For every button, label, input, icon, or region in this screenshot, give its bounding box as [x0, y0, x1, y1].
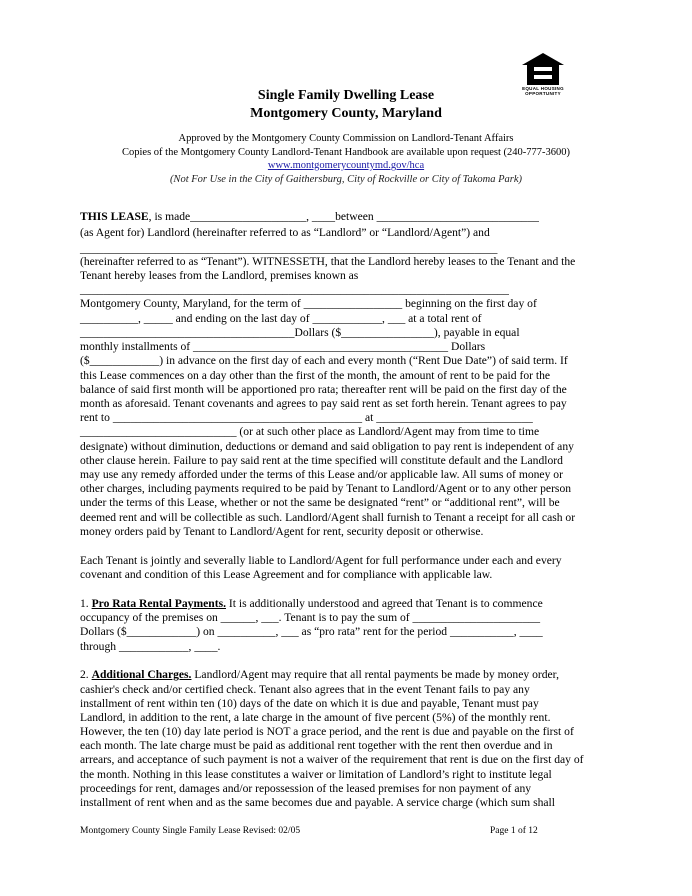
line-text: covenant and condition of this Lease Agreement and for compliance with applicable law. [80, 568, 493, 581]
line-text: Tenant hereby leases from the Landlord, premises known as [80, 269, 359, 282]
lease-opening: THIS LEASE [80, 210, 149, 223]
lease-line [80, 683, 530, 697]
lease-line [80, 554, 562, 568]
lease-line [80, 312, 482, 326]
line-text: cashier's check and/or certified check. Tenant also agrees that in the event Tenant fails to pay any [80, 683, 530, 696]
line-text: monthly installments of ____________________________________________ Dollars [80, 340, 486, 353]
line-text: balance of said first month will be apportioned pro rata; thereafter rent will be paid on the first day of the [80, 383, 567, 396]
hca-link[interactable]: www.montgomerycountymd.gov/hca [267, 160, 425, 171]
footer-revision: Montgomery County Single Family Lease Revised: 02/05 [80, 826, 301, 836]
line-text: ___________________________ (or at such other place as Landlord/Agent may from time to time [80, 425, 540, 438]
line-text: It is additionally understood and agreed that Tenant is to commence [225, 597, 543, 610]
lease-line [80, 525, 483, 539]
lease-line [80, 326, 520, 340]
lease-line [80, 255, 575, 269]
lease-line [80, 440, 574, 454]
line-text: installment of rent when and as the same becomes due and payable. A service charge (which sum shall [80, 796, 555, 809]
logo-text-1: EQUAL HOUSING [522, 86, 564, 91]
section-number: 2. [80, 668, 92, 681]
line-text: Dollars ($____________) on __________, ___ as “pro rata” rent for the period ___________, ____ [80, 625, 543, 638]
line-text: installment of rent within ten (10) days of the date on which it is due and payable, Tenant must pay [80, 697, 539, 710]
line-text: other clause herein. Failure to pay said rent at the time specified will constitute default and the Landlord [80, 454, 563, 467]
lease-line [80, 226, 490, 240]
lease-line [80, 340, 485, 354]
lease-line [80, 210, 539, 224]
line-text: ($____________) in advance on the first day of each and every month (“Rent Due Date”) of said term. If [80, 354, 568, 367]
lease-line [80, 768, 552, 782]
line-text: __________, _____ and ending on the last day of ____________, ___ at a total rent of [80, 312, 482, 325]
lease-line [80, 297, 537, 311]
line-text: Landlord/Agent may require that all rental payments be made by money order, [191, 668, 559, 681]
lease-line [80, 597, 543, 611]
line-text: ________________________________________________________________________ [80, 242, 498, 255]
line-text: Landlord, in addition to the rent, a late charge in the amount of five percent (5%) of the monthly rent. [80, 711, 551, 724]
lease-line [80, 354, 568, 368]
lease-line [80, 568, 492, 582]
line-text: this Lease commences on a day other than the first of the month, the amount of rent to be paid for the [80, 369, 551, 382]
line-text: money orders paid by Tenant to Landlord/Agent for rent, security deposit or otherwise. [80, 525, 484, 538]
lease-line [80, 468, 563, 482]
line-text: (hereinafter referred to as “Tenant”). WITNESSETH, that the Landlord hereby leases to the Tenant and the [80, 255, 576, 268]
line-text: other charges, including payments required to be paid by Tenant to Landlord/Agent or to any other person [80, 482, 572, 495]
lease-line [80, 611, 540, 625]
lease-line [80, 269, 358, 283]
lease-line [80, 782, 531, 796]
lease-line [80, 397, 567, 411]
line-text: _____________________________________Dollars ($________________), payable in equal [80, 326, 520, 339]
footer-page-number: Page 1 of 12 [490, 826, 538, 836]
lease-line [80, 283, 509, 297]
lease-line [80, 425, 539, 439]
equal-housing-icon [521, 52, 565, 86]
logo-text-2: OPPORTUNITY [525, 91, 561, 96]
line-text: However, the ten (10) day late period is NOT a grace period, and the rent is due and payable on the first of [80, 725, 574, 738]
line-text: each month. The late charge must be paid as additional rent together with the rent then overdue and in [80, 739, 553, 752]
section-heading: Pro Rata Rental Payments. [91, 597, 226, 610]
lease-line [80, 711, 550, 725]
lease-line [80, 383, 567, 397]
line-text: under the terms of this Lease, whether or not the same be designated “rent” or “additional rent”, will be [80, 496, 560, 509]
document-subtitle: Montgomery County, Maryland [250, 106, 442, 121]
lease-line [80, 668, 559, 682]
document-title: Single Family Dwelling Lease [257, 88, 435, 103]
line-text: may use any remedy afforded under the terms of this Lease and/or applicable law. All sums of money or [80, 468, 563, 481]
line-text: __________________________________________________________________________ [80, 283, 509, 296]
lease-line [80, 796, 555, 810]
lease-line [80, 625, 543, 639]
lease-line [80, 369, 550, 383]
lease-line [80, 454, 563, 468]
line-text: arrears, and acceptance of such payment is not a waiver of the requirement that rent is due on the first day of [80, 753, 584, 766]
section-heading: Additional Charges. [91, 668, 192, 681]
lease-line [80, 496, 560, 510]
copies-notice: Copies of the Montgomery County Landlord-Tenant Handbook are available upon request (240-777-3600) [121, 147, 571, 158]
lease-line [80, 482, 571, 496]
lease-line [80, 753, 584, 767]
line-text: Montgomery County, Maryland, for the term of _________________ beginning on the first day of [80, 297, 537, 310]
line-text: month as aforesaid. Tenant covenants and agrees to pay said rent as set forth herein. Tenant agrees to pay [80, 397, 567, 410]
line-text: (as Agent for) Landlord (hereinafter referred to as “Landlord” or “Landlord/Agent”) and [80, 226, 490, 239]
approved-notice: Approved by the Montgomery County Commission on Landlord-Tenant Affairs [178, 133, 514, 144]
lease-line [80, 697, 539, 711]
lease-line [80, 739, 553, 753]
line-text: Each Tenant is jointly and severally liable to Landlord/Agent for full performance under each and every [80, 554, 562, 567]
line-text: the month. Nothing in this lease constitutes a waiver or limitation of Landlord’s right to institute legal [80, 768, 552, 781]
line-text: occupancy of the premises on ______, ___. Tenant is to pay the sum of ______________________ [80, 611, 541, 624]
lease-line [80, 725, 574, 739]
usage-note: (Not For Use in the City of Gaithersburg, City of Rockville or City of Takoma Park) [169, 174, 523, 185]
lease-line [80, 242, 497, 256]
line-text: rent to ___________________________________________ at ___________________________ [80, 411, 533, 424]
lease-line [80, 640, 220, 654]
line-text: , is made____________________, ____between ____________________________ [148, 210, 539, 223]
section-number: 1. [80, 597, 92, 610]
lease-line [80, 511, 575, 525]
line-text: designate) without diminution, deductions or demand and said obligation to pay rent is independent of any [80, 440, 574, 453]
line-text: proceedings for rent, damages and/or repossession of the leased premises for non payment of any [80, 782, 532, 795]
line-text: through ____________, ____. [80, 640, 221, 653]
line-text: deemed rent and will be collectible as such. Landlord/Agent shall furnish to Tenant a receipt for all cash or [80, 511, 576, 524]
lease-line [80, 411, 533, 425]
